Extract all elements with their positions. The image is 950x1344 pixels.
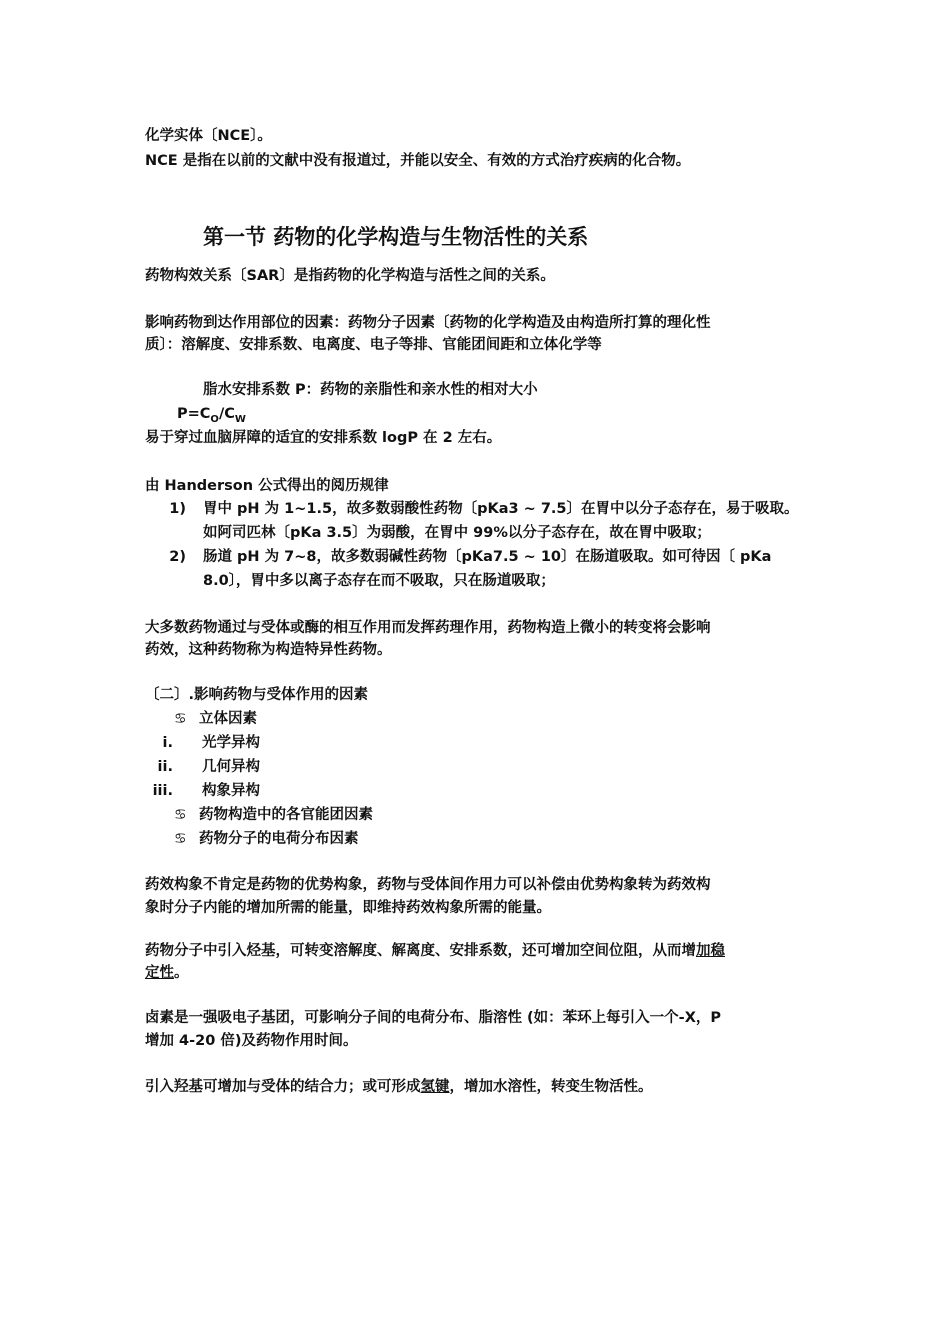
- hydrocarbon-period: 。: [174, 965, 189, 981]
- stereo-factor: 立体因素: [199, 711, 257, 727]
- formula-p: P=C: [177, 406, 211, 422]
- specific-drugs-line-1: 大多数药物通过与受体或酶的相互作用而发挥药理作用，药物构造上微小的转变将会影响: [145, 620, 711, 636]
- list-number: 2): [169, 549, 186, 565]
- partition-definition: 脂水安排系数 P：药物的亲脂性和亲水性的相对大小: [203, 382, 538, 398]
- receptor-factors-title: 〔二〕.影响药物与受体作用的因素: [145, 687, 369, 703]
- henderson-item-2-line-1: 肠道 pH 为 7~8，故多数弱碱性药物〔pKa7.5 ~ 10〕在肠道吸取。如可待因〔 pKa: [203, 549, 772, 565]
- bbb-statement: 易于穿过血脑屏障的适宜的安排系数 logP 在 2 左右。: [145, 430, 502, 446]
- sar-definition: 药物构效关系〔SAR〕是指药物的化学构造与活性之间的关系。: [145, 268, 555, 284]
- sub-item-optical: 光学异构: [202, 735, 260, 751]
- bullet-icon: ♋: [174, 831, 187, 847]
- henderson-item-1-line-1: 胃中 pH 为 1~1.5，故多数弱酸性药物〔pKa3 ~ 7.5〕在胃中以分子态存在，易于吸取。: [203, 501, 799, 517]
- hydrogen-bond-link[interactable]: 氢键: [420, 1079, 450, 1095]
- roman-number: ii.: [157, 759, 173, 775]
- roman-number: iii.: [152, 783, 173, 799]
- formula-sub-o: O: [210, 414, 219, 425]
- factors-line-1: 影响药物到达作用部位的因素：药物分子因素〔药物的化学构造及由构造所打算的理化性: [145, 315, 711, 331]
- specific-drugs-line-2: 药效，这种药物称为构造特异性药物。: [145, 642, 392, 658]
- formula-sub-w: W: [234, 414, 246, 425]
- henderson-title: 由 Handerson 公式得出的阅历规律: [145, 478, 389, 494]
- factors-line-2: 质〕：溶解度、安排系数、电离度、电子等排、官能团间距和立体化学等: [145, 337, 602, 353]
- stability-link-part-1[interactable]: 加稳: [696, 943, 725, 959]
- hydrocarbon-text: 药物分子中引入烃基，可转变溶解度、解离度、安排系数，还可增加空间位阻，从而增: [145, 943, 696, 959]
- hydroxyl-line: [145, 1077, 653, 1097]
- roman-number: i.: [162, 735, 173, 751]
- section-title: 第一节 药物的化学构造与生物活性的关系: [203, 225, 589, 249]
- partition-formula: [177, 404, 246, 430]
- conformation-line-2: 象时分子内能的增加所需的能量，即维持药效构象所需的能量。: [145, 900, 551, 916]
- intro-line-2: NCE 是指在以前的文献中没有报道过，并能以安全、有效的方式治疗疾病的化合物。: [145, 153, 691, 169]
- functional-group-factor: 药物构造中的各官能团因素: [199, 807, 373, 823]
- halogen-line-2: 增加 4-20 倍)及药物作用时间。: [145, 1033, 358, 1049]
- hydroxyl-text-c: ，增加水溶性，转变生物活性。: [449, 1079, 653, 1095]
- stability-link-part-2[interactable]: 定性: [145, 965, 174, 981]
- formula-slash: /C: [218, 406, 235, 422]
- henderson-item-1-line-2: 如阿司匹林〔pKa 3.5〕为弱酸，在胃中 99%以分子态存在，故在胃中吸取；: [203, 525, 711, 541]
- conformation-line-1: 药效构象不肯定是药物的优势构象，药物与受体间作用力可以补偿由优势构象转为药效构: [145, 877, 711, 893]
- henderson-item-2-line-2: 8.0〕，胃中多以离子态存在而不吸取，只在肠道吸取；: [203, 573, 555, 589]
- bullet-icon: ♋: [174, 711, 187, 727]
- sub-item-conformational: 构象异构: [202, 783, 260, 799]
- charge-factor: 药物分子的电荷分布因素: [199, 831, 359, 847]
- intro-line-1: 化学实体〔NCE〕。: [145, 128, 272, 144]
- hydroxyl-text-a: 引入羟基可增加与受体的结合力；或可形成: [145, 1079, 421, 1095]
- sub-item-geometric: 几何异构: [202, 759, 260, 775]
- hydrocarbon-line-2: [145, 963, 189, 983]
- hydrocarbon-line-1: [145, 941, 725, 961]
- list-number: 1): [169, 501, 186, 517]
- bullet-icon: ♋: [174, 807, 187, 823]
- halogen-line-1: 卤素是一强吸电子基团，可影响分子间的电荷分布、脂溶性 (如：苯环上每引入一个-X，P: [145, 1010, 721, 1026]
